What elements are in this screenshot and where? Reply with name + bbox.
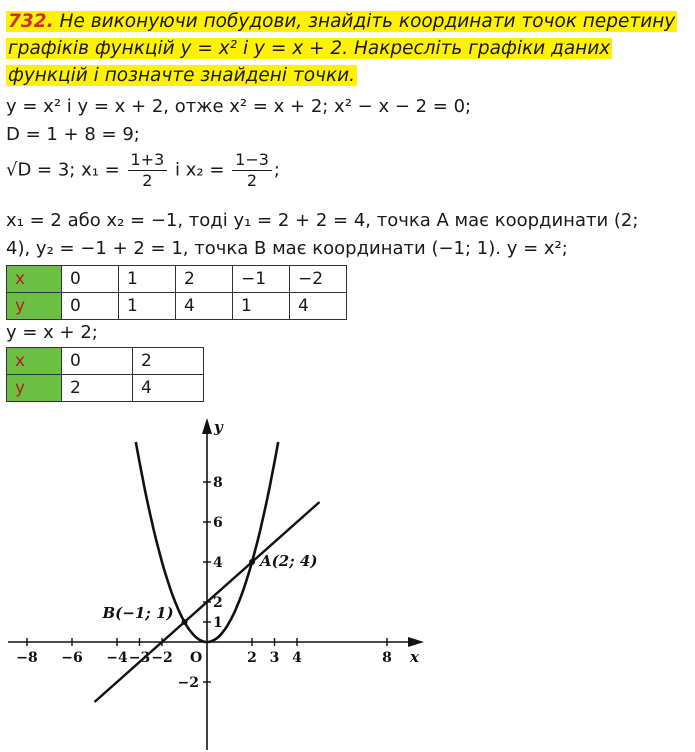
x-tick-label: −4 bbox=[106, 650, 128, 666]
point-a-marker bbox=[249, 559, 255, 565]
point-b-marker bbox=[182, 619, 188, 625]
x-axis-arrow bbox=[408, 637, 424, 647]
x-tick-label: −2 bbox=[151, 650, 173, 666]
y-tick-label: 6 bbox=[213, 515, 223, 531]
x-tick-label: −8 bbox=[16, 650, 38, 666]
table-header-y: y bbox=[7, 375, 62, 402]
table-header-x: x bbox=[7, 266, 62, 293]
table-cell: 4 bbox=[176, 293, 233, 320]
fraction-x1-numerator: 1+3 bbox=[128, 150, 168, 171]
table-cell: −2 bbox=[290, 266, 347, 293]
table-row-y bbox=[7, 293, 347, 320]
values-table-parabola bbox=[6, 265, 347, 320]
fraction-x2 bbox=[232, 150, 272, 191]
root-expression: √D = 3; x₁ = bbox=[6, 159, 120, 181]
table-cell: 0 bbox=[62, 266, 119, 293]
x-axis-label: x bbox=[410, 648, 419, 666]
y-tick-label: −2 bbox=[177, 675, 199, 691]
task-number: 732. bbox=[8, 11, 54, 32]
fraction-x1-denominator: 2 bbox=[142, 171, 153, 190]
table-cell: 0 bbox=[62, 348, 133, 375]
origin-label: O bbox=[190, 650, 203, 666]
fraction-x2-numerator: 1−3 bbox=[232, 150, 272, 171]
solution-line-4: x₁ = 2 або x₂ = −1, тоді y₁ = 2 + 2 = 4, точка А має координати (2; bbox=[6, 210, 639, 231]
x-tick-label: 8 bbox=[382, 650, 392, 666]
table-cell: 4 bbox=[290, 293, 347, 320]
solution-line-6: y = x + 2; bbox=[6, 322, 98, 343]
table-row-x bbox=[7, 348, 204, 375]
fraction-x1 bbox=[128, 150, 168, 191]
table-header-x: x bbox=[7, 348, 62, 375]
y-tick-label: 2 bbox=[213, 595, 223, 611]
y-axis-arrow bbox=[202, 418, 212, 434]
solution-line-5: 4), y₂ = −1 + 2 = 1, точка В має координати (−1; 1). y = x²; bbox=[6, 238, 568, 259]
table-cell: 0 bbox=[62, 293, 119, 320]
values-table-line bbox=[6, 347, 204, 402]
solution-line-1: y = x² і y = x + 2, отже x² = x + 2; x² − x − 2 = 0; bbox=[6, 96, 472, 117]
x-tick-label: 2 bbox=[247, 650, 257, 666]
fraction-x2-denominator: 2 bbox=[246, 171, 258, 190]
table-row-y bbox=[7, 375, 204, 402]
x-tick-label: 4 bbox=[292, 650, 302, 666]
task-statement bbox=[6, 8, 686, 89]
solution-line-2: D = 1 + 8 = 9; bbox=[6, 124, 140, 145]
task-text: Не виконуючи побудови, знайдіть координати точок перетину графіків функцій y = x² і y = x + 2. Накресліть графіки даних функцій і позначте знайдені точки. bbox=[8, 11, 676, 86]
table-cell: 1 bbox=[119, 266, 176, 293]
table-cell: 1 bbox=[233, 293, 290, 320]
function-graph bbox=[0, 410, 695, 752]
point-a-label: A(2; 4) bbox=[260, 552, 318, 570]
table-header-y: y bbox=[7, 293, 62, 320]
x-tick-label: −6 bbox=[61, 650, 83, 666]
table-row-x bbox=[7, 266, 347, 293]
table-cell: −1 bbox=[233, 266, 290, 293]
x2-expression: і x₂ = bbox=[175, 159, 225, 181]
y-tick-label: 8 bbox=[213, 475, 223, 491]
point-b-label: B(−1; 1) bbox=[102, 604, 174, 622]
y-tick-label: 1 bbox=[213, 615, 223, 631]
solution-line-3 bbox=[6, 150, 280, 191]
coordinate-axes bbox=[8, 418, 424, 750]
table-cell: 2 bbox=[62, 375, 133, 402]
table-cell: 2 bbox=[176, 266, 233, 293]
table-cell: 4 bbox=[133, 375, 204, 402]
x-tick-label: 3 bbox=[269, 650, 280, 666]
y-axis-label: y bbox=[214, 418, 223, 436]
table-cell: 2 bbox=[133, 348, 204, 375]
semicolon: ; bbox=[273, 159, 280, 181]
x-tick-label: −3 bbox=[128, 650, 151, 666]
y-tick-label: 4 bbox=[213, 555, 223, 571]
table-cell: 1 bbox=[119, 293, 176, 320]
